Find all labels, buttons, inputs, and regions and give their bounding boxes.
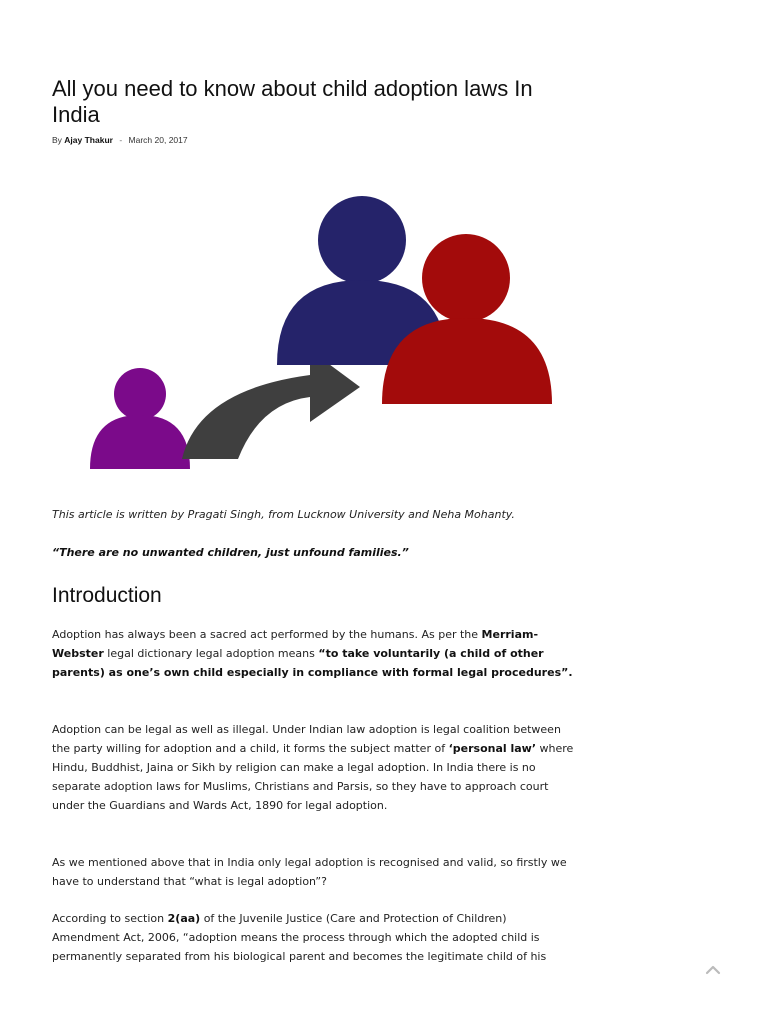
para4-text-2: of the Juvenile Justice (Care and Protection of Children) Amendment Act, 2006, “adoption means the process through which the adopted child is permanently separated from his biological parent and becomes the legitimate child of his xyxy=(52,912,547,963)
article-credit: This article is written by Pragati Singh, from Lucknow University and Neha Mohanty. xyxy=(52,508,515,521)
para2-text-2: where Hindu, Buddhist, Jaina or Sikh by religion can make a legal adoption. In India there is no separate adoption laws for Muslims, Christians and Parsis, so they have to approach court under the Guardians and Wards Act, 1890 for legal adoption. xyxy=(52,742,574,812)
byline-separator: - xyxy=(119,135,123,145)
para4-bold-1: 2(aa) xyxy=(167,912,201,925)
byline-by-label: By xyxy=(52,135,62,145)
opening-quote: “There are no unwanted children, just unfound families.” xyxy=(52,546,409,559)
author-link[interactable]: Ajay Thakur xyxy=(64,135,113,145)
child-body xyxy=(90,415,190,469)
para1-text-1: Adoption has always been a sacred act performed by the humans. As per the xyxy=(52,628,482,641)
para1-bold-1: Merriam-Webster xyxy=(52,628,539,660)
para2-text-1: Adoption can be legal as well as illegal. Under Indian law adoption is legal coalition between the party willing for adoption and a child, it forms the subject matter of xyxy=(52,723,561,755)
adoption-family-icon xyxy=(80,185,570,480)
adoption-family-illustration xyxy=(80,185,570,480)
publish-date: March 20, 2017 xyxy=(128,135,188,145)
paragraph-definition xyxy=(52,625,576,682)
chevron-up-icon xyxy=(705,965,721,975)
child-head xyxy=(114,368,166,420)
para1-bold-2: “to take voluntarily (a child of other parents) as one’s own child especially in compliance with formal legal procedures”. xyxy=(52,647,573,679)
para4-text-1: According to section xyxy=(52,912,168,925)
paragraph-legal-illegal xyxy=(52,720,576,815)
para1-text-2: legal dictionary legal adoption means xyxy=(103,647,319,660)
parent-one-head xyxy=(318,196,406,284)
scroll-to-top-button[interactable] xyxy=(702,960,724,980)
parent-two-head xyxy=(422,234,510,322)
para2-bold-1: ‘personal law’ xyxy=(448,742,537,755)
paragraph-legal-adoption-question: As we mentioned above that in India only legal adoption is recognised and valid, so firstly we have to understand that “what is legal adoption”? xyxy=(52,856,567,888)
paragraph-juvenile-justice xyxy=(52,909,576,966)
arrow-shape xyxy=(182,350,360,459)
article-title: All you need to know about child adoption laws In India xyxy=(52,76,533,127)
section-heading-introduction: Introduction xyxy=(52,584,162,607)
article-byline xyxy=(52,135,188,145)
